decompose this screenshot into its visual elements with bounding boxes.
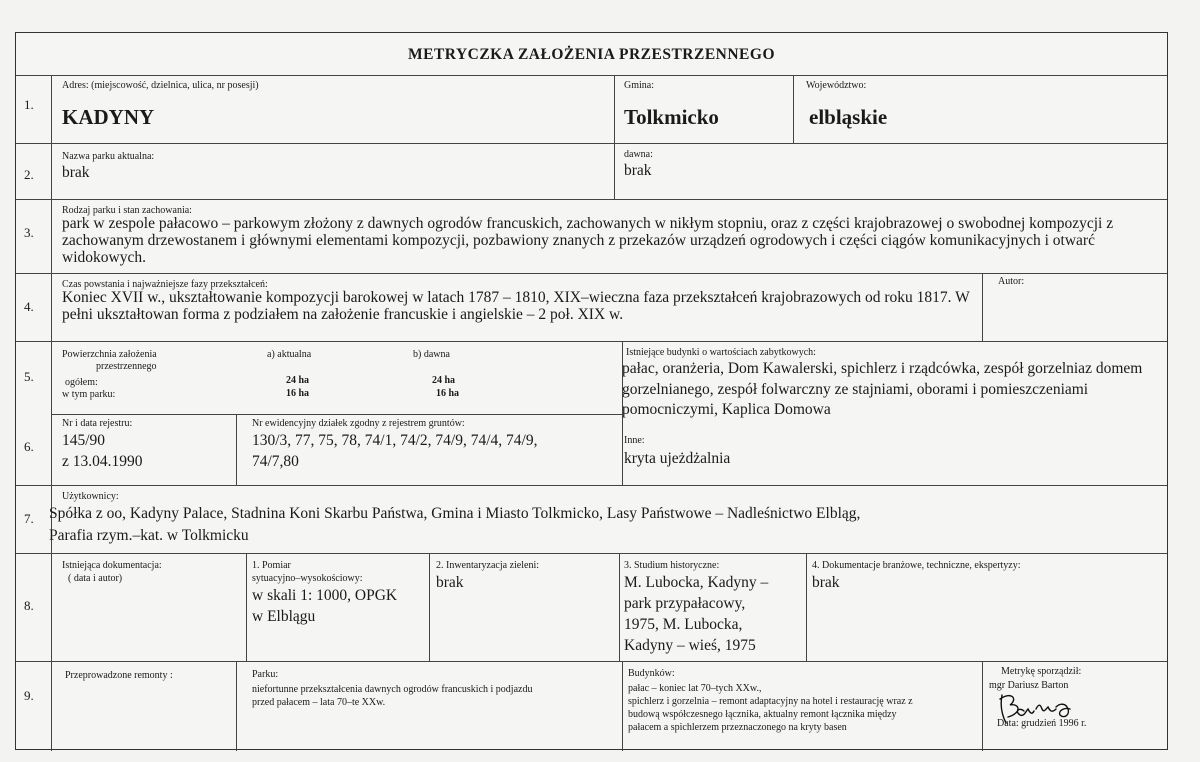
building-repairs-label: Budynków:	[628, 668, 675, 679]
prepared-by-label: Metrykę sporządził:	[1001, 666, 1082, 677]
users-label: Użytkownicy:	[62, 491, 119, 502]
historical-study-line: Kadyny – wieś, 1975	[624, 637, 756, 654]
building-repairs-line: budową współczesnego łącznika, aktualny remont łącznika między	[628, 709, 897, 720]
park-repairs-value: niefortunne przekształcenia dawnych ogrodów francuskich i podjazdu	[252, 684, 533, 695]
survey-value-cont: w Elblągu	[252, 608, 316, 625]
total-area-label: ogółem:	[65, 377, 98, 388]
park-area-label: w tym parku:	[62, 389, 116, 400]
park-area-current: 16 ha	[286, 388, 310, 399]
row-separator	[16, 273, 1167, 274]
row-separator	[16, 661, 1167, 662]
survey-sublabel: sytuacyjno–wysokościowy:	[252, 573, 363, 584]
row-separator	[51, 414, 622, 415]
park-repairs-value-cont: przed pałacem – lata 70–te XXw.	[252, 697, 386, 708]
area-label: Powierzchnia założenia	[62, 349, 157, 360]
address-value: KADYNY	[62, 105, 155, 129]
column-line	[619, 553, 620, 661]
former-area-header: b) dawna	[413, 349, 450, 360]
prepared-by-name: mgr Dariusz Barton	[989, 680, 1069, 691]
column-line	[806, 553, 807, 661]
park-type-value: park w zespole pałacowo – parkowym złożony z dawnych ogrodów francuskich, zachowanych w nikłym stopniu, oraz z części krajobrazowej o swobodnej kompozycji z zachowanym drzewostanem i głównymi elementami kompozycji, pozbawiony znanych z przekazów urządzeń ogrodowych i części ciągów komunikacyjnych i otwarć widokowych.	[62, 215, 1114, 266]
row-number: 7.	[24, 511, 34, 526]
number-column-line	[51, 75, 52, 751]
register-number: 145/90	[62, 432, 106, 449]
building-repairs-line: pałacem a spichlerzem przeznaczonego na kryty basen	[628, 722, 847, 733]
other-label: Inne:	[624, 435, 645, 446]
column-line	[622, 661, 623, 751]
historical-study-label: 3. Studium historyczne:	[624, 560, 720, 571]
buildings-value: pałac, oranżeria, Dom Kawalerski, spichlerz i rządcówka, zespół gorzelniaz domem gorzelnianego, zespół folwarczny ze stajniami, oborami i pomieszczeniami pomocniczymi, Kaplica Domowa	[622, 360, 1143, 418]
history-label: Czas powstania i najważniejsze fazy przekształceń:	[62, 279, 268, 290]
form-title: METRYCZKA ZAŁOŻENIA PRZESTRZENNEGO	[408, 46, 775, 63]
park-area-former: 16 ha	[436, 388, 460, 399]
documentation-label: Istniejąca dokumentacja:	[62, 560, 162, 571]
plots-value: 130/3, 77, 75, 78, 74/1, 74/2, 74/9, 74/4, 74/9,	[252, 432, 538, 449]
register-date: z 13.04.1990	[62, 453, 143, 470]
address-label: Adres: (miejscowość, dzielnica, ulica, nr posesji)	[62, 80, 259, 91]
gmina-value: Tolkmicko	[624, 105, 719, 129]
park-type-label: Rodzaj parku i stan zachowania:	[62, 205, 192, 216]
current-area-header: a) aktualna	[267, 349, 312, 360]
voivodeship-value: elbląskie	[809, 105, 888, 129]
row-number: 4.	[24, 299, 34, 314]
row-number: 6.	[24, 439, 34, 454]
row-separator	[16, 75, 1167, 76]
other-value: kryta ujeżdżalnia	[624, 450, 731, 467]
buildings-label: Istniejące budynki o wartościach zabytkowych:	[626, 347, 816, 358]
row-number: 8.	[24, 598, 34, 613]
gmina-label: Gmina:	[624, 80, 654, 91]
row-separator	[16, 341, 1167, 342]
greenery-inventory-label: 2. Inwentaryzacja zieleni:	[436, 560, 539, 571]
voivodeship-label: Województwo:	[806, 80, 867, 91]
branch-docs-value: brak	[812, 574, 840, 591]
column-line	[614, 75, 615, 143]
users-value: Spółka z oo, Kadyny Palace, Stadnina Koni Skarbu Państwa, Gmina i Miasto Tolkmicko, Lasy Państwowe – Nadleśnictwo Elbląg,	[49, 505, 861, 522]
author-label: Autor:	[998, 276, 1025, 287]
area-label-cont: przestrzennego	[96, 361, 157, 372]
column-line	[246, 553, 247, 661]
row-number: 1.	[24, 97, 34, 112]
history-value: Koniec XVII w., ukształtowanie kompozycji barokowej w latach 1787 – 1810, XIX–wieczna faza przekształceń krajobrazowych od roku 1817. W pełni ukształtowan forma z podziałem na założenie francuskie i angielskie – 2 poł. XIX w.	[62, 289, 970, 323]
historical-study-line: M. Lubocka, Kadyny –	[624, 574, 769, 591]
row-number: 9.	[24, 688, 34, 703]
plots-label: Nr ewidencyjny działek zgodny z rejestrem gruntów:	[252, 418, 465, 429]
column-line	[982, 661, 983, 751]
park-name-value: brak	[62, 164, 90, 181]
plots-value-cont: 74/7,80	[252, 453, 299, 470]
column-line	[429, 553, 430, 661]
row-separator	[16, 485, 1167, 486]
total-area-former: 24 ha	[432, 375, 456, 386]
users-value-cont: Parafia rzym.–kat. w Tolkmicku	[49, 527, 249, 544]
historical-study-line: 1975, M. Lubocka,	[624, 616, 743, 633]
park-name-label: Nazwa parku aktualna:	[62, 151, 155, 162]
total-area-current: 24 ha	[286, 375, 310, 386]
row-number: 2.	[24, 167, 34, 182]
column-line	[236, 414, 237, 485]
building-repairs-line: spichlerz i gorzelnia – remont adaptacyjny na hotel i restaurację wraz z	[628, 696, 913, 707]
repairs-label: Przeprowadzone remonty :	[65, 670, 173, 681]
column-line	[236, 661, 237, 751]
record-form	[15, 32, 1168, 750]
building-repairs-line: pałac – koniec lat 70–tych XXw.,	[628, 683, 762, 694]
park-repairs-label: Parku:	[252, 669, 279, 680]
documentation-sublabel: ( data i autor)	[68, 573, 123, 584]
row-separator	[16, 143, 1167, 144]
column-line	[982, 273, 983, 341]
column-line	[614, 143, 615, 199]
row-number: 5.	[24, 369, 34, 384]
historical-study-line: park przypałacowy,	[624, 595, 746, 612]
greenery-inventory-value: brak	[436, 574, 464, 591]
register-label: Nr i data rejestru:	[62, 418, 133, 429]
row-separator	[16, 199, 1167, 200]
survey-label: 1. Pomiar	[252, 560, 291, 571]
old-name-value: brak	[624, 162, 652, 179]
column-line	[793, 75, 794, 143]
row-number: 3.	[24, 225, 34, 240]
branch-docs-label: 4. Dokumentacje branżowe, techniczne, ekspertyzy:	[812, 560, 1021, 571]
prepared-date: Data: grudzień 1996 r.	[997, 718, 1087, 729]
survey-value: w skali 1: 1000, OPGK	[252, 587, 398, 604]
old-name-label: dawna:	[624, 149, 653, 160]
row-separator	[16, 553, 1167, 554]
